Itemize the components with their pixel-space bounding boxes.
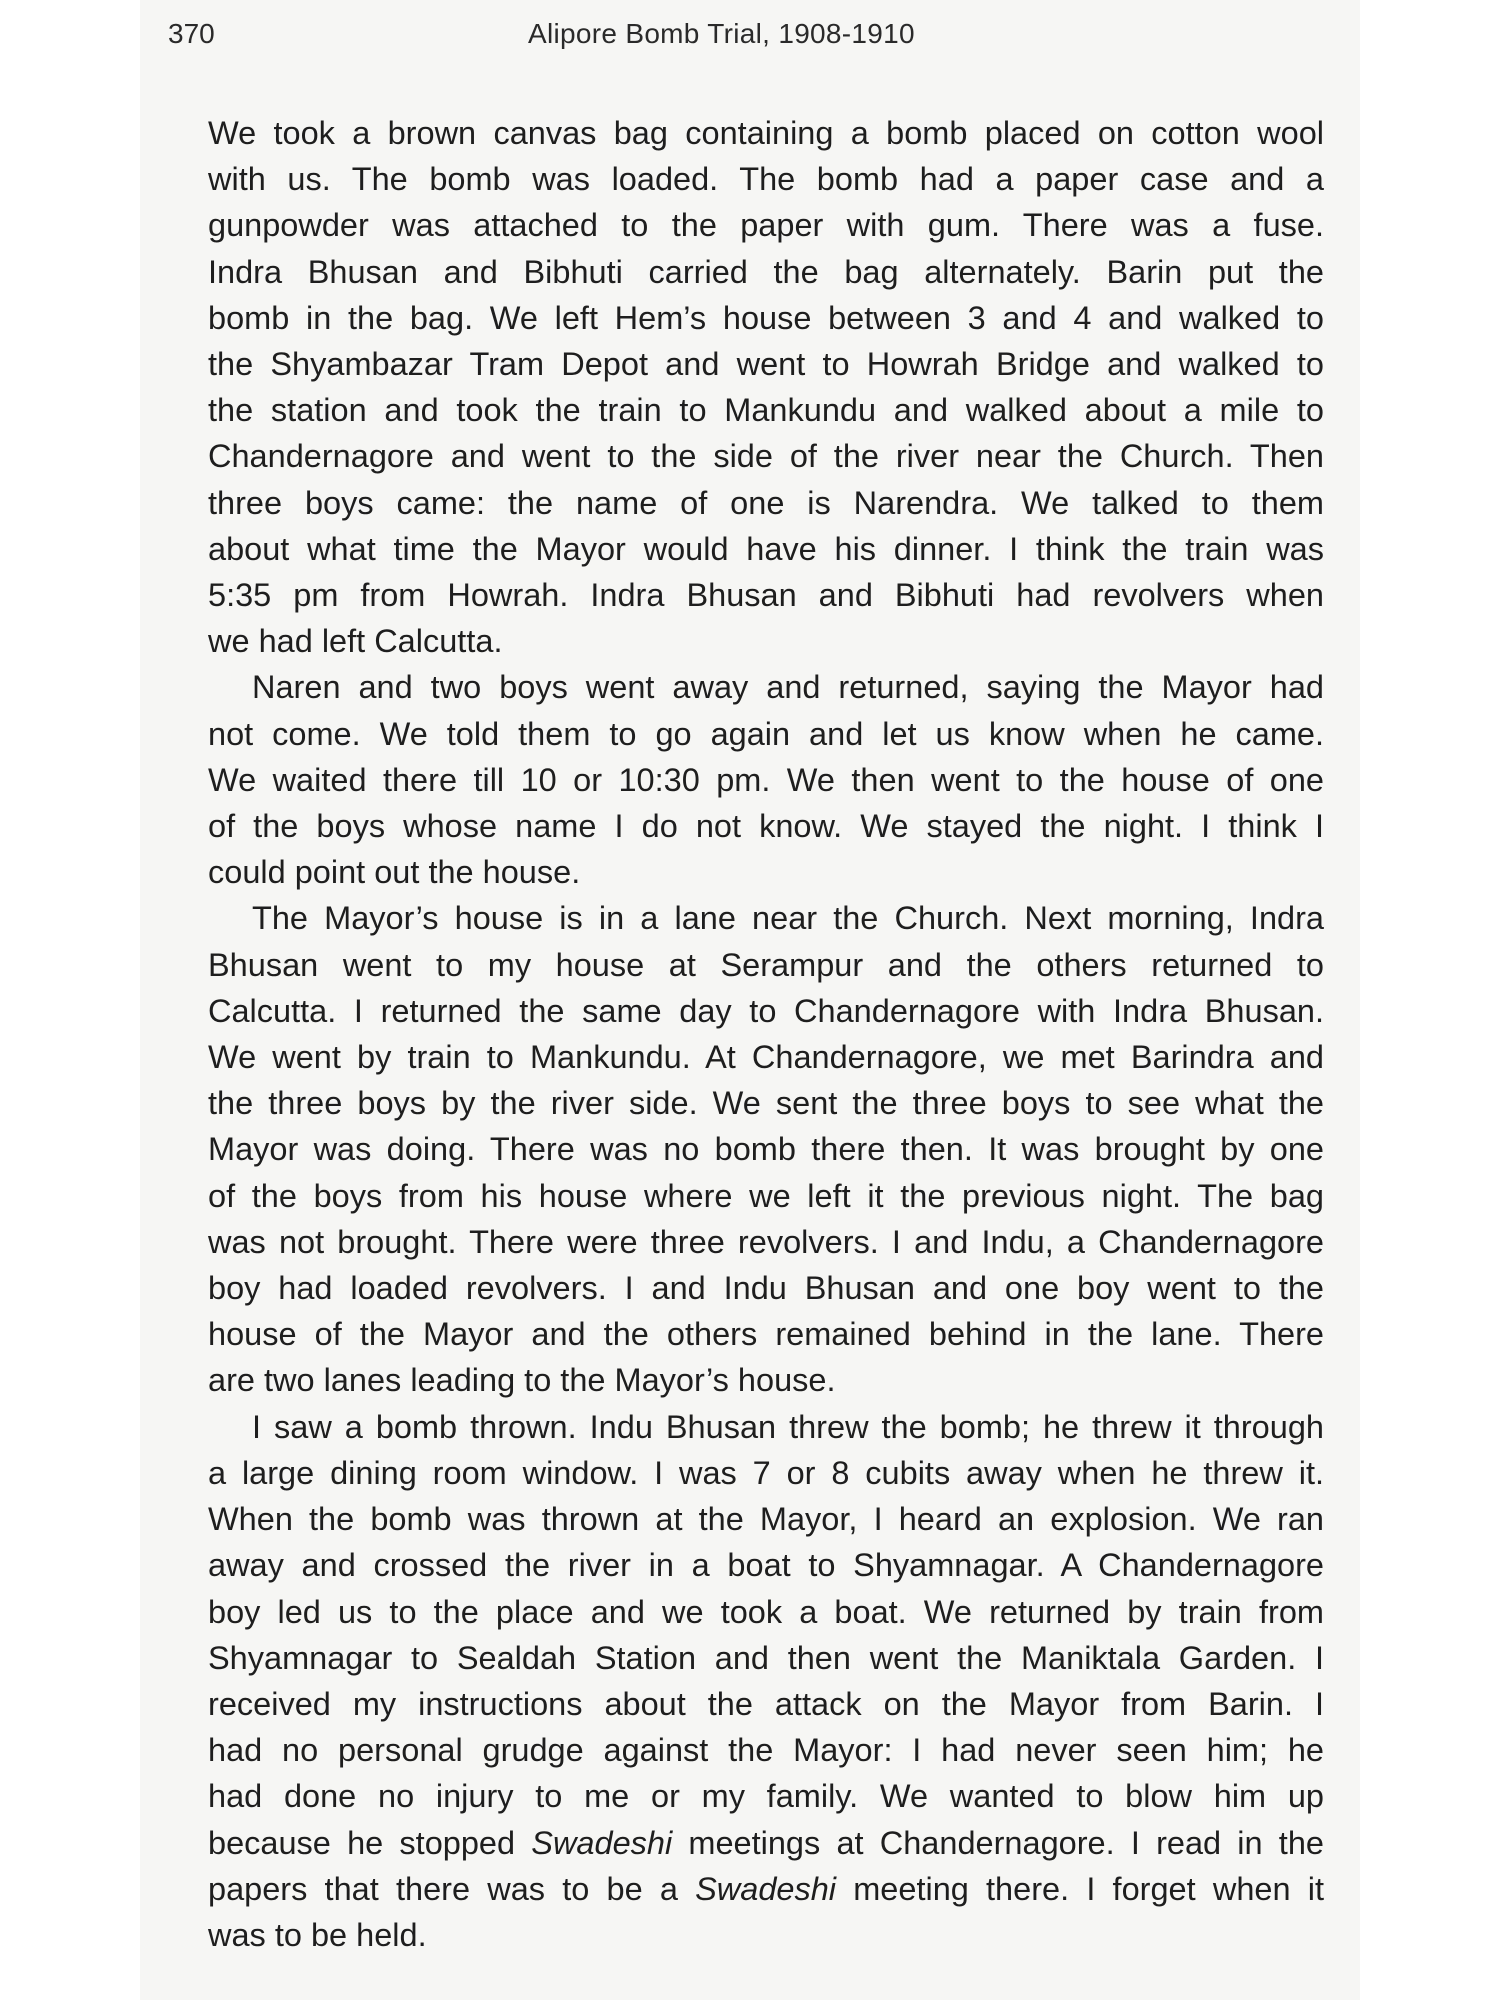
running-title: Alipore Bomb Trial, 1908-1910 — [528, 18, 915, 49]
text-segment: papers that there was to be a — [208, 1870, 696, 1907]
paragraph-3 — [208, 895, 1324, 1403]
text-line: boy led us to the place and we took a boat. We returned by train from — [208, 1593, 1324, 1630]
text-line: received my instructions about the attack on the Mayor from Barin. I — [208, 1685, 1324, 1722]
text-line: house of the Mayor and the others remained behind in the lane. There — [208, 1316, 1324, 1353]
text-line: of the boys from his house where we left it the previous night. The bag — [208, 1177, 1324, 1214]
text-line-with-italic — [208, 1820, 1324, 1866]
text-line: Naren and two boys went away and returned, saying the Mayor had — [252, 669, 1324, 706]
text-line: Mayor was doing. There was no bomb there then. It was brought by one — [208, 1131, 1324, 1168]
text-line: had no personal grudge against the Mayor: I had never seen him; he — [208, 1732, 1324, 1769]
italic-term: Swadeshi — [531, 1824, 673, 1861]
text-line: about what time the Mayor would have his dinner. I think the train was — [208, 530, 1324, 567]
text-line: Bhusan went to my house at Serampur and the others returned to — [208, 946, 1324, 983]
text-line: could point out the house. — [208, 854, 581, 891]
text-line: gunpowder was attached to the paper with gum. There was a fuse. — [208, 207, 1324, 244]
text-line: The Mayor’s house is in a lane near the Church. Next morning, Indra — [252, 900, 1324, 937]
text-line: 5:35 pm from Howrah. Indra Bhusan and Bibhuti had revolvers when — [208, 577, 1324, 614]
text-line: away and crossed the river in a boat to Shyamnagar. A Chandernagore — [208, 1547, 1324, 1584]
text-line: We went by train to Mankundu. At Chandernagore, we met Barindra and — [208, 1039, 1324, 1076]
text-line: boy had loaded revolvers. I and Indu Bhusan and one boy went to the — [208, 1270, 1324, 1307]
text-segment: meeting there. I forget when it — [836, 1870, 1324, 1907]
text-line: had done no injury to me or my family. We wanted to blow him up — [208, 1778, 1324, 1815]
text-line: When the bomb was thrown at the Mayor, I heard an explosion. We ran — [208, 1501, 1324, 1538]
text-line: with us. The bomb was loaded. The bomb had a paper case and a — [208, 161, 1324, 198]
paragraph-2 — [208, 664, 1324, 895]
text-line: three boys came: the name of one is Narendra. We talked to them — [208, 484, 1324, 521]
page-header — [168, 14, 1348, 54]
text-segment: because he stopped — [208, 1824, 532, 1861]
paragraph-1 — [208, 110, 1324, 664]
text-line: a large dining room window. I was 7 or 8 cubits away when he threw it. — [208, 1454, 1324, 1491]
text-line: was to be held. — [208, 1916, 427, 1953]
text-line: Calcutta. I returned the same day to Chandernagore with Indra Bhusan. — [208, 992, 1324, 1029]
text-line: the three boys by the river side. We sent the three boys to see what the — [208, 1085, 1324, 1122]
text-line: are two lanes leading to the Mayor’s house. — [208, 1362, 836, 1399]
text-line-with-italic — [208, 1866, 1324, 1912]
text-line: the Shyambazar Tram Depot and went to Howrah Bridge and walked to — [208, 346, 1324, 383]
text-line: Shyamnagar to Sealdah Station and then went the Maniktala Garden. I — [208, 1639, 1324, 1676]
text-line: Chandernagore and went to the side of the river near the Church. Then — [208, 438, 1324, 475]
paragraph-4 — [208, 1404, 1324, 1958]
text-line: not come. We told them to go again and let us know when he came. — [208, 715, 1324, 752]
text-line: the station and took the train to Mankundu and walked about a mile to — [208, 392, 1324, 429]
text-line: We waited there till 10 or 10:30 pm. We then went to the house of one — [208, 761, 1324, 798]
text-line: we had left Calcutta. — [208, 623, 503, 660]
text-line: We took a brown canvas bag containing a bomb placed on cotton wool — [208, 115, 1324, 151]
body-text — [208, 110, 1324, 1958]
text-line: bomb in the bag. We left Hem’s house between 3 and 4 and walked to — [208, 299, 1324, 336]
text-line: of the boys whose name I do not know. We stayed the night. I think I — [208, 808, 1324, 845]
text-line: Indra Bhusan and Bibhuti carried the bag alternately. Barin put the — [208, 253, 1324, 290]
text-line: I saw a bomb thrown. Indu Bhusan threw the bomb; he threw it through — [252, 1408, 1324, 1445]
italic-term: Swadeshi — [695, 1870, 837, 1907]
text-segment: meetings at Chandernagore. I read in the — [672, 1824, 1324, 1861]
page-number: 370 — [168, 18, 215, 49]
text-line: was not brought. There were three revolvers. I and Indu, a Chandernagore — [208, 1223, 1324, 1260]
